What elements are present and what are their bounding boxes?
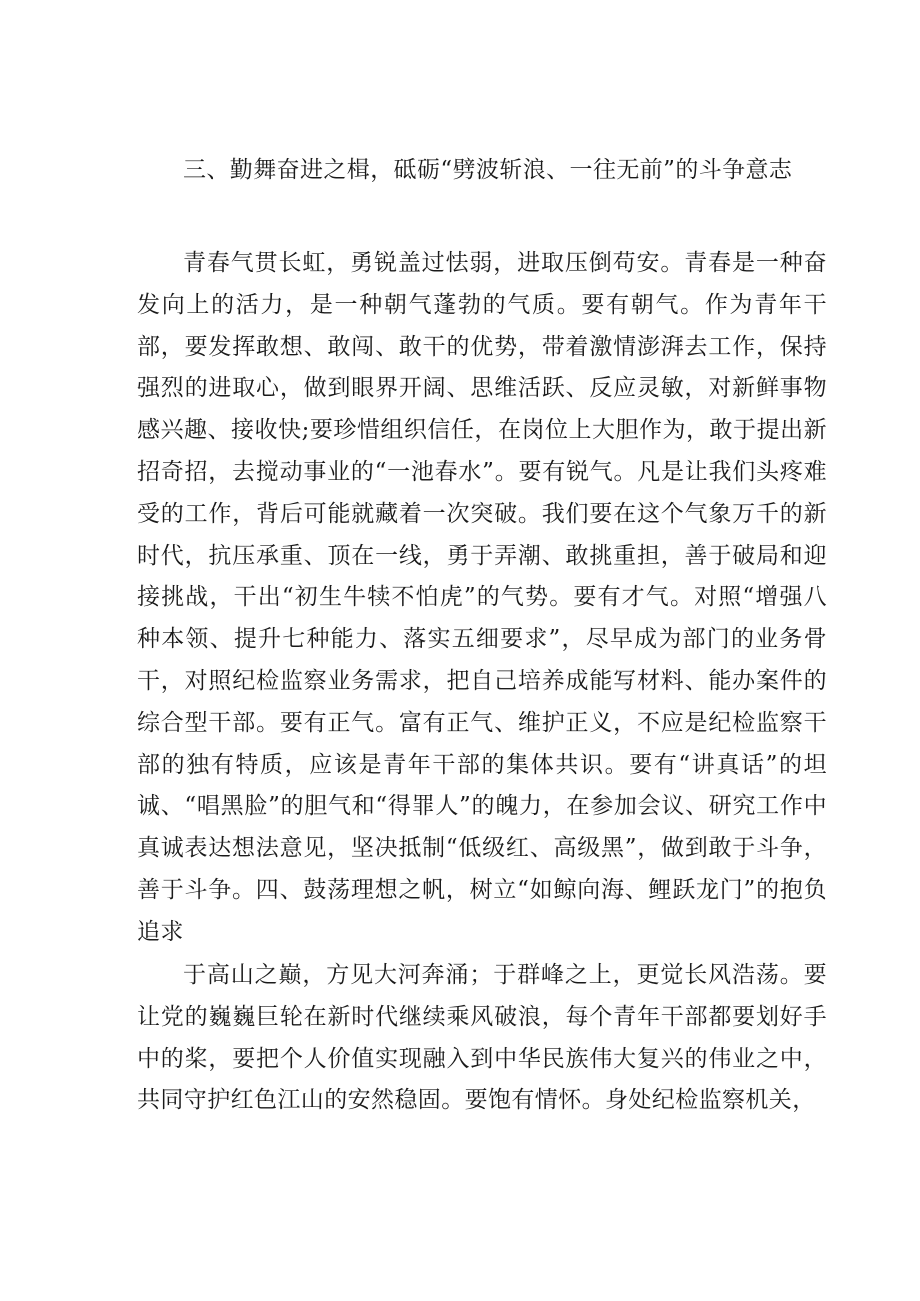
- body-paragraph-2: 于高山之巅，方见大河奔涌；于群峰之上，更觉长风浩荡。要让党的巍巍巨轮在新时代继续乘风破浪，每个青年干部都要划好手中的桨，要把个人价值实现融入到中华民族伟大复兴的伟业之中，共同守护红色江山的安然稳固。要饱有情怀。身处纪检监察机关，: [137, 962, 827, 1114]
- body-paragraph-1: 青春气贯长虹，勇锐盖过怯弱，进取压倒苟安。青春是一种奋发向上的活力，是一种朝气蓬勃的气质。要有朝气。作为青年干部，要发挥敢想、敢闯、敢干的优势，带着激情澎湃去工作，保持强烈的进取心，做到眼界开阔、思维活跃、反应灵敏，对新鲜事物感兴趣、接收快;要珍惜组织信任，在岗位上大胆作为，敢于提出新招奇招，去搅动事业的“一池春水”。要有锐气。凡是让我们头疼难受的工作，背后可能就藏着一次突破。我们要在这个气象万千的新时代，抗压承重、顶在一线，勇于弄潮、敢挑重担，善于破局和迎接挑战，干出“初生牛犊不怕虎”的气势。要有才气。对照“增强八种本领、提升七种能力、落实五细要求”，尽早成为部门的业务骨干，对照纪检监察业务需求，把自己培养成能写材料、能办案件的综合型干部。要有正气。富有正气、维护正义，不应是纪检监察干部的独有特质，应该是青年干部的集体共识。要有“讲真话”的坦诚、“唱黑脸”的胆气和“得罪人”的魄力，在参加会议、研究工作中真诚表达想法意见，坚决抵制“低级红、高级黑”，做到敢于斗争，善于斗争。四、鼓荡理想之帆，树立“如鲸向海、鲤跃龙门”的抱负追求: [137, 250, 827, 945]
- section-heading-3: 三、勤舞奋进之楫，砥砺“劈波斩浪、一往无前”的斗争意志: [183, 157, 793, 183]
